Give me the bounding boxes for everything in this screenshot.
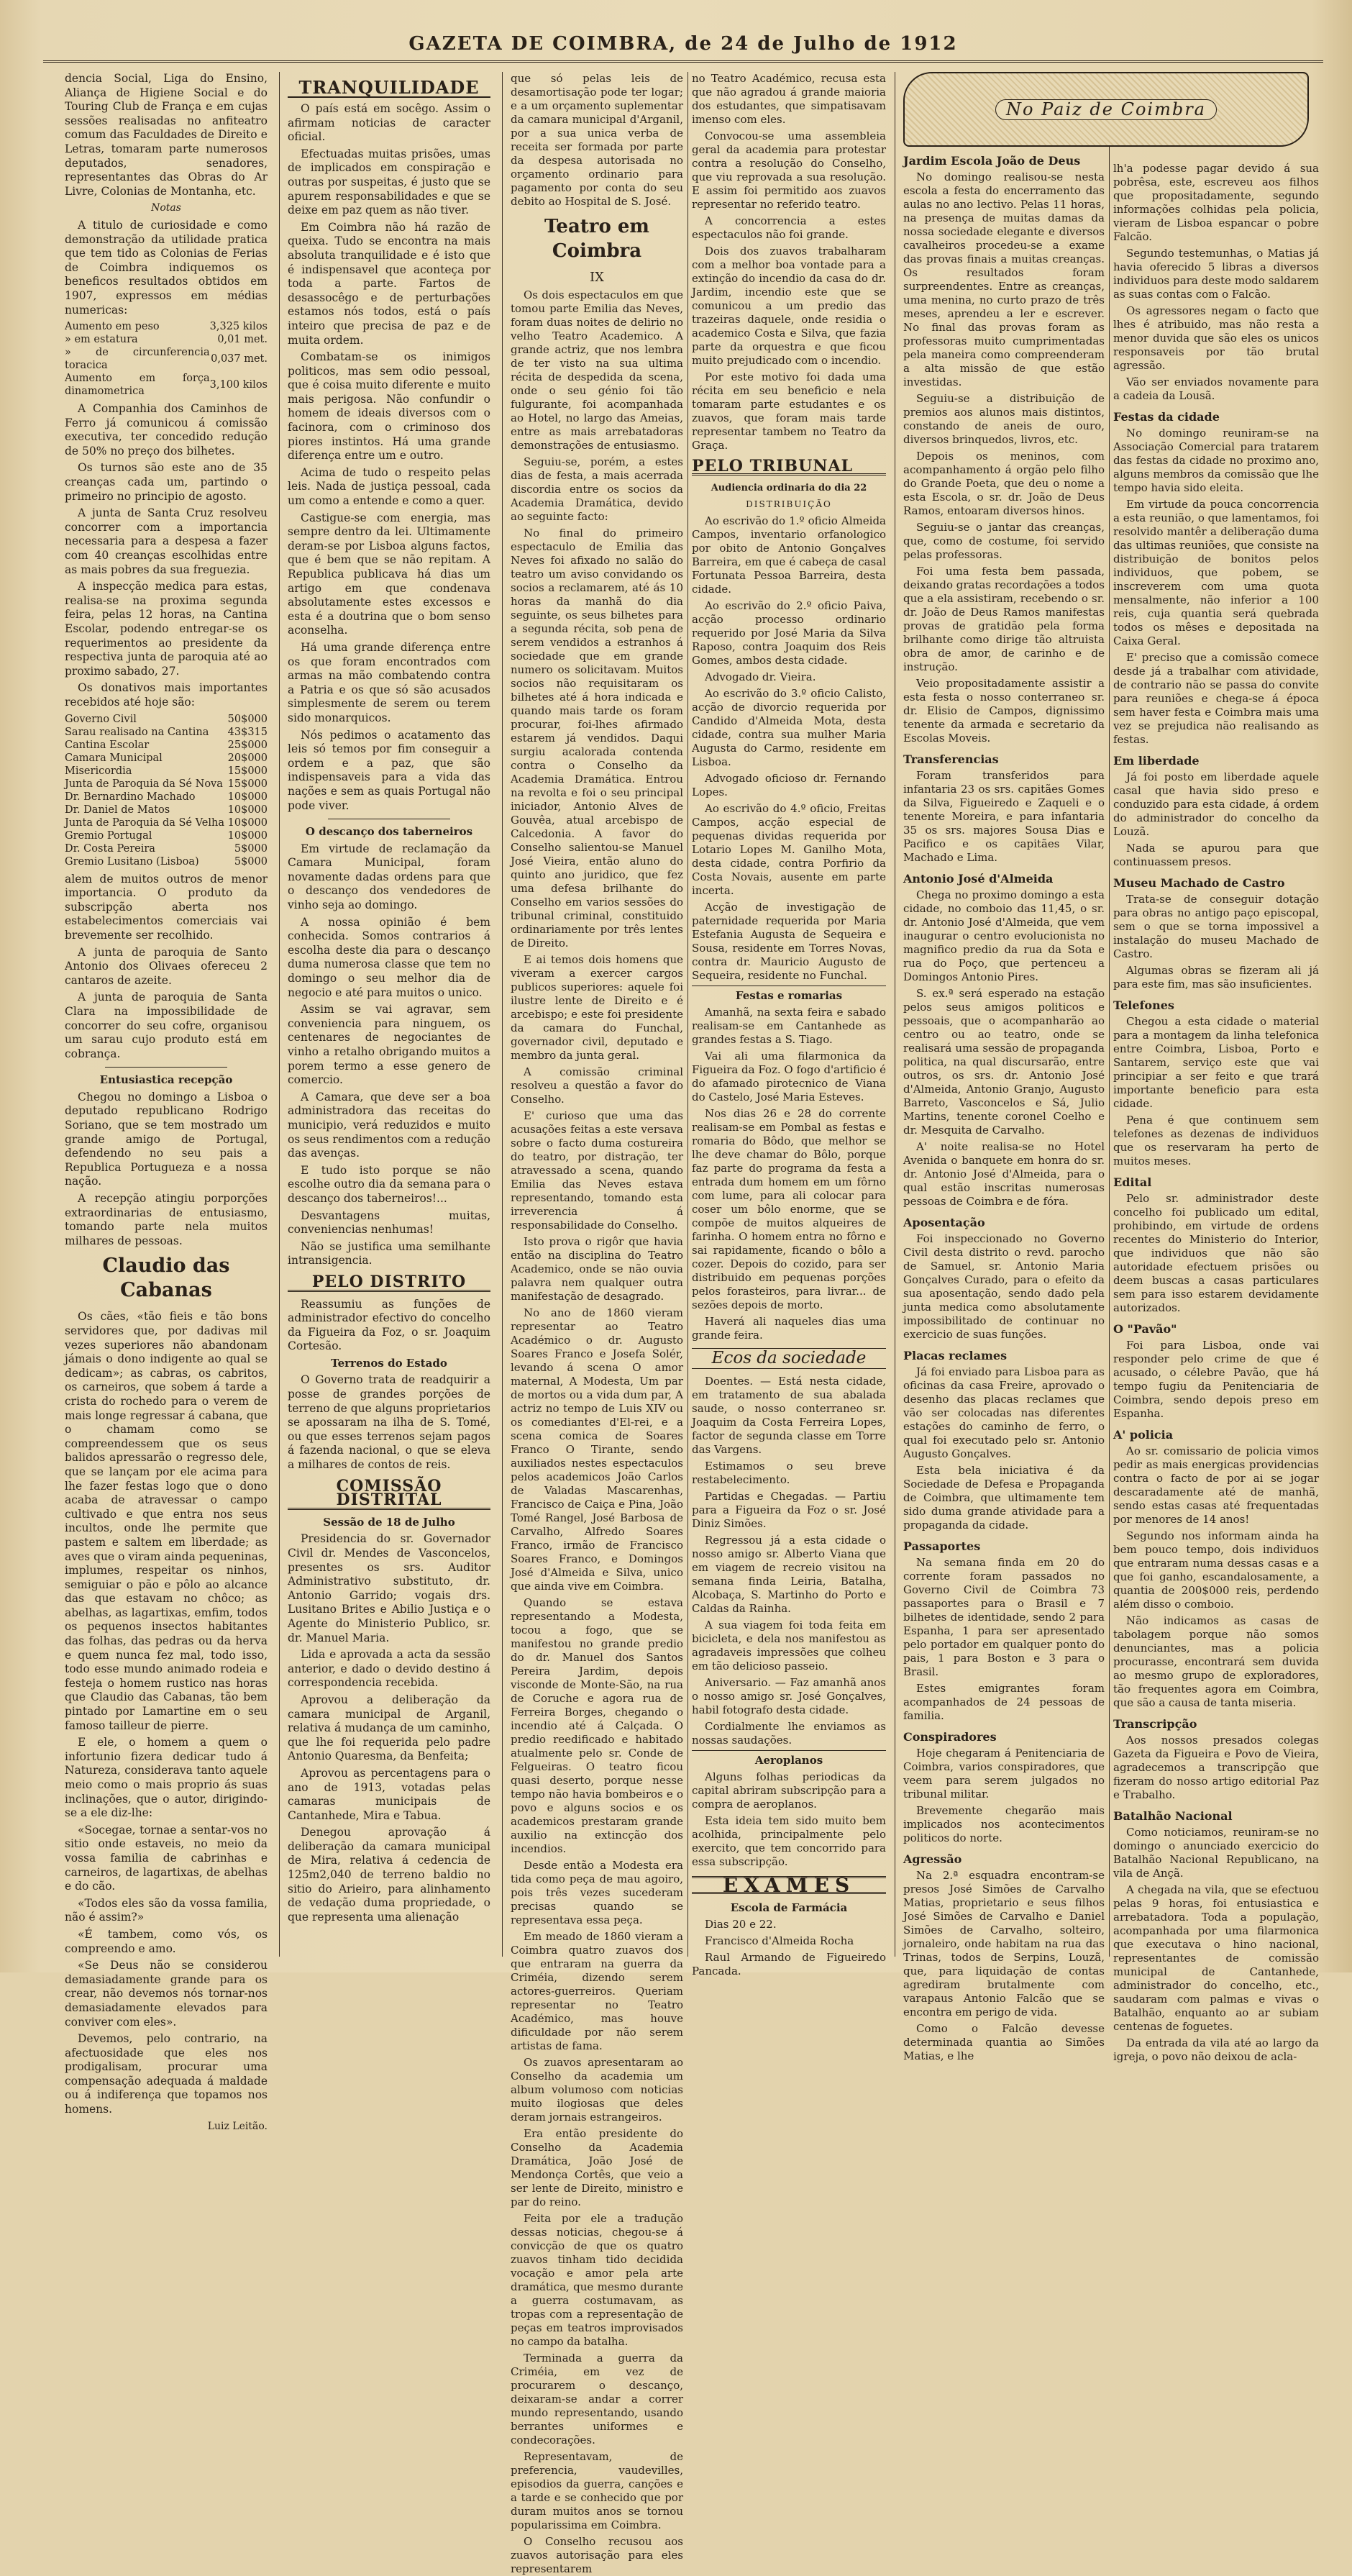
stats-table	[65, 320, 268, 398]
paragraph: Já foi enviado para Lisboa para as oficinas da casa Freire, aprovado o desenho das placas reclames que vão ser colocadas nas diferentes estações do caminho de ferro, o qual foi executado pelo sr. Antonio Augusto Gonçalves.	[903, 1365, 1105, 1460]
paragraph: Há uma grande diferença entre os que foram encontrados com armas na mão combatendo contra a Patria e os que só são acusados simplesmente de serem ou terem sido monarquicos.	[288, 640, 490, 724]
heading-comissao: COMISSÃO DISTRITAL	[288, 1480, 490, 1510]
paragraph: Partidas e Chegadas. — Partiu para a Figueira da Foz o sr. José Diniz Simões.	[692, 1490, 886, 1530]
paragraph: Amanhã, na sexta feira e sabado realisam-se em Cantanhede as grandes festas a S. Tiago.	[692, 1006, 886, 1046]
paragraph: Esta bela iniciativa é da Sociedade de Defesa e Propaganda de Coimbra, que ultimamente tem sido duma grande atividade para a propaganda da cidade.	[903, 1464, 1105, 1532]
heading-jardim: Jardim Escola João de Deus	[903, 154, 1081, 168]
heading-ecos: Ecos da sociedade	[692, 1348, 886, 1369]
heading-recepcao: Entusiastica recepção	[99, 1073, 233, 1087]
heading-festas-cidade: Festas da cidade	[1113, 410, 1220, 424]
table-value: 5$000	[234, 855, 268, 868]
paragraph: Nós pedimos o acatamento das leis só temos por fim conseguir a ordem e a paz, que são indispensaveis para a vida das nações e sem as quais Portugal não pode viver.	[288, 728, 490, 812]
paragraph: E' curioso que uma das acusações feitas a este versava sobre o facto duma costureira do teatro, por distração, ter atravessado a scena, quando Emilia das Neves estava representando, tomando esta irreverencia á responsabilidade do Conselho.	[511, 1109, 683, 1232]
paragraph: A junta de paroquia de Santo Antonio dos Olivaes ofereceu 2 cantaros de azeite.	[65, 945, 268, 987]
paragraph: Seguiu-se o jantar das creanças, que, como de costume, foi servido pelas professoras.	[903, 521, 1105, 561]
paragraph: Cordialmente lhe enviamos as nossas saudações.	[692, 1720, 886, 1747]
paragraph: Na semana finda em 20 do corrente foram passados no Governo Civil de Coimbra 73 passaportes para o Brasil e 7 bilhetes de identidade, sendo 2 para Espanha, 1 para ser apresentado pelo portador em qualquer ponto do pais, 1 para Boston e 3 para o Brasil.	[903, 1556, 1105, 1678]
column-rule	[279, 72, 280, 1957]
table-row	[65, 320, 268, 333]
heading-agressao: Agressão	[903, 1852, 962, 1866]
column-rule	[502, 72, 503, 1957]
paragraph: Ao escrivão do 4.º oficio, Freitas Campos, acção especial de pequenas dividas requerida por Lotario Lopes M. Ganilho Mota, desta cidade, contra Porfirio da Costa Novais, ausente em parte incerta.	[692, 802, 886, 897]
table-row	[65, 713, 268, 726]
paragraph: Desvantagens muitas, conveniencias nenhumas!	[288, 1209, 490, 1237]
paragraph: Quando se estava representando a Modesta, tocou a fogo, que se manifestou no grande predio do dr. Manuel dos Santos Pereira Jardim, depois visconde de Monte-São, na rua de Coruche e agora rua de Ferreira Borges, chegando o incendio até á Calçada. O predio reedificado e habitado atualmente pelo sr. Conde de Felgueiras. O teatro ficou quasi deserto, porque nesse tempo não havia bombeiros e o povo e alguns socios e os academicos prestaram grande auxilio na extincção dos incendios.	[511, 1596, 683, 1855]
heading-transferencias: Transferencias	[903, 752, 999, 766]
paragraph: A recepção atingiu porporções extraordinarias de entusiasmo, tomando parte nela muitos milhares de pessoas.	[65, 1192, 268, 1247]
paragraph: Nada se apurou para que continuassem presos.	[1113, 842, 1319, 868]
paragraph: Chegou a esta cidade o material para a montagem da linha telefonica entre Coimbra, Lisboa, Porto e Santarem, serviço este que vai principiar a ser feito e que trará importante beneficio para esta cidade.	[1113, 1015, 1319, 1110]
column-2	[288, 72, 490, 1957]
paragraph: Não indicamos as casas de tabolagem porque não somos denunciantes, mas a policia procurasse, encontrará sem duvida ao mesmo grupo de exploradores, tão frequentes agora em Coimbra, que são a causa de tanta miseria.	[1113, 1614, 1319, 1709]
heading-sessao: Sessão de 18 de Julho	[323, 1515, 455, 1529]
paragraph: Os donativos mais importantes recebidos até hoje são:	[65, 681, 268, 709]
heading-pavao: O "Pavão"	[1113, 1322, 1177, 1336]
paragraph: Desde então a Modesta era tida como peça de mau agoiro, pois três vezes sucederam precisas quando se representava essa peça.	[511, 1859, 683, 1926]
paragraph: A' noite realisa-se no Hotel Avenida o banquete em honra do sr. dr. Antonio José d'Almeida, para o qual estão inscritas numerosas pessoas de Coimbra e de fóra.	[903, 1140, 1105, 1208]
chapter-number: IX	[590, 270, 604, 285]
table-value: 15$000	[227, 765, 268, 777]
table-row	[65, 752, 268, 765]
paragraph: A inspecção medica para estas, realisa-se na proxima segunda feira, pelas 12 horas, na Cantina Escolar, podendo entregar-se os requerimentos ao presidente da respectiva junta de paroquia até ao proximo sabado, 27.	[65, 580, 268, 678]
paragraph: Reassumiu as funções de administrador efectivo do concelho da Figueira da Foz, o sr. Joaquim Cortesão.	[288, 1297, 490, 1353]
paragraph: «Se Deus não se considerou demasiadamente grande para os crear, não devemos nós tornar-nos demasiadamente elevados para conviver com eles».	[65, 1959, 268, 2029]
paragraph: Francisco d'Almeida Rocha	[705, 1934, 854, 1947]
masthead-title: GAZETA DE COIMBRA, de 24 de Julho de 1912	[408, 33, 958, 55]
paragraph: Pena é que continuem sem telefones as dezenas de individuos que os reservaram ha perto de muitos meses.	[1113, 1114, 1319, 1168]
table-value: 10$000	[227, 804, 268, 816]
paragraph: Já foi posto em liberdade aquele casal que havia sido preso e conduzido para esta cidade, á ordem do administrador do concelho da Louzã.	[1113, 770, 1319, 838]
heading-antonio-jose: Antonio José d'Almeida	[903, 872, 1054, 886]
paragraph: Devemos, pelo contrario, na afectuosidade que eles nos prodigalisam, procurar uma compensação adequada á maldade ou á indiferença que topamos nos homens.	[65, 2032, 268, 2116]
paragraph: Foi inspeccionado no Governo Civil desta distrito o revd. parocho de Samuel, sr. Antonio Maria Gonçalves Curado, para o efeito da sua aposentação, sendo dado pela junta medica como absolutamente impossibilitado de continuar no exercicio de suas funções.	[903, 1232, 1105, 1341]
table-value: 0,037 met.	[211, 353, 268, 365]
paragraph: Seguiu-se a distribuição de premios aos alunos mais distintos, constando de aneis de ouro, diversos brinquedos, livros, etc.	[903, 392, 1105, 446]
vignette-title: No Paiz de Coimbra	[995, 99, 1217, 120]
table-value: 10$000	[227, 816, 268, 829]
table-label: Gremio Lusitano (Lisboa)	[65, 855, 199, 868]
paragraph: No final do primeiro espectaculo de Emilia das Neves foi afixado no salão do teatro um aviso convidando os socios a reclamarem, até ás 10 horas da manhã do dia seguinte, os seus bilhetes para a segunda récita, sob pena de serem vendidos a estranhos á sociedade que em grande numero os solicitavam. Muitos socios não requisitaram os bilhetes até á hora indicada e quando mais tarde os foram procurar, foi-lhes afirmado estarem já vendidos. Daqui surgiu acalorada contenda contra o Conselho da Academia Dramática. Entrou na revolta e foi o seu principal iniciador, Antonio Alves de Gouvêa, atual arcebispo de Calcedonia. A favor do Conselho salientou-se Manuel José Vieira, então aluno do quinto ano juridico, que fez uma defesa brilhante do Conselho em varios sessões do tribunal criminal, constituido ordinariamente por três lentes de Direito.	[511, 527, 683, 950]
paragraph: Veio propositadamente assistir a esta festa o nosso conterraneo sr. dr. Elisio de Campos, dignissimo tenente da armada e secretario da Escolas Moveis.	[903, 677, 1105, 745]
heading-passaportes: Passaportes	[903, 1539, 981, 1553]
paragraph: Foram transferidos para infantaria 23 os srs. capitães Gomes da Silva, Figueiredo e Zaqueli e o tenente Moreira, e para infantaria 35 os srs. majores Sousa Dias e Pacifico e os capitães Vilar, Machado e Lima.	[903, 769, 1105, 864]
table-row	[65, 333, 268, 346]
table-row	[65, 346, 268, 372]
paragraph: Por este motivo foi dada uma récita em seu beneficio e nela tomaram parte estudantes e os zuavos, que foram mais tarde representar tambem no Teatro da Graça.	[692, 370, 886, 452]
paragraph: Haverá ali naqueles dias uma grande feira.	[692, 1315, 886, 1342]
paragraph: Na 2.ª esquadra encontram-se presos José Simões de Carvalho Matias, proprietario e seus filhos José Simões de Carvalho e Daniel Simões de Carvalho, solteiro, jornaleiro, onde habitam na rua das Trinas, todos de Serpins, Louzã, que, para liquidação de contas agrediram brutalmente com varapaus Antonio Falcão que se encontra em perigo de vida.	[903, 1869, 1105, 2019]
signature: Luiz Leitão.	[207, 2120, 268, 2132]
paragraph: A sua viagem foi toda feita em bicicleta, e dela nos manifestou as agradaveis impressões que colheu em tão delicioso passeio.	[692, 1619, 886, 1672]
table-label: Camara Municipal	[65, 752, 163, 764]
section-notas: Notas	[151, 202, 181, 214]
paragraph: Isto prova o rigôr que havia então na disciplina do Teatro Academico, onde se não ouvia palavra nem qualquer outra manifestação de desagrado.	[511, 1235, 683, 1303]
paragraph: «Todos eles são da vossa familia, não é assim?»	[65, 1896, 268, 1924]
table-row	[65, 842, 268, 855]
table-label: Aumento em força dinamometrica	[65, 373, 210, 398]
paragraph: no Teatro Académico, recusa esta que não agradou á grande maioria dos estudantes, que simpatisavam imenso com eles.	[692, 72, 886, 126]
paragraph: Ao escrivão do 2.º oficio Paiva, acção processo ordinario requerido por José Maria da Silva Raposo, contra Joaquim dos Reis Gomes, ambos desta cidade.	[692, 599, 886, 667]
paragraph: E' preciso que a comissão comece desde já a trabalhar com atividade, de contrario não se passa do convite para reuniões e chega-se á época sem haver festa e Coimbra mais uma vez se prejudica não realisando as festas.	[1113, 651, 1319, 746]
paragraph: Como noticiamos, reuniram-se no domingo o anunciado exercicio do Batalhão Nacional Republicano, na vila de Ançã.	[1113, 1826, 1319, 1880]
masthead	[43, 13, 1323, 63]
paragraph: Advogado oficioso dr. Fernando Lopes.	[692, 772, 886, 798]
heading-festas-romarias: Festas e romarias	[692, 986, 886, 1003]
table-label: » em estatura	[65, 334, 138, 346]
paragraph: Os zuavos apresentaram ao Conselho da academia um album volumoso com noticias muito ilogiosas que deles deram jornais estrangeiros.	[511, 2056, 683, 2124]
paragraph: Dois dos zuavos trabalharam com a melhor boa vontade para a extinção do incendio da casa do dr. Jardim, incendio este que se comunicou a um predio das trazeiras daquele, onde residia o academico Costa e Silva, que fazia parte da orquestra e que ficou muito prejudicado com o incendio.	[692, 245, 886, 367]
table-row	[65, 778, 268, 791]
paragraph: Acção de investigação de paternidade requerida por Maria Estefania Augusta de Sequeira e Sousa, residente em Torres Novas, contra dr. Mauricio Augusto de Sequeira, residente no Funchal.	[692, 901, 886, 982]
paragraph: A junta de Santa Cruz resolveu concorrer com a importancia necessaria para a despesa a fazer com 40 creanças escolhidas entre as mais pobres da sua freguezia.	[65, 506, 268, 576]
heading-claudio: Claudio das Cabanas	[102, 1255, 230, 1302]
paragraph: Assim se vai agravar, sem conveniencia para ninguem, os centenares de negociantes de vinho a retalho obrigando muitos a porem termo a esse genero de comercio.	[288, 1003, 490, 1087]
paragraph: Não se justifica uma semilhante intransigencia.	[288, 1239, 490, 1267]
paragraph: Convocou-se uma assembleia geral da academia para protestar contra a resolução do Conselho, que viu reprovada a sua resolução. E assim foi permitido aos zuavos representar no referido teatro.	[692, 129, 886, 211]
paragraph: Aos nossos presados colegas Gazeta da Figueira e Povo de Vieira, agradecemos a transcripção que fizeram do nosso artigo editorial Paz e Trabalho.	[1113, 1734, 1319, 1801]
donations-table	[65, 713, 268, 868]
table-row	[65, 829, 268, 842]
paragraph: dencia Social, Liga do Ensino, Aliança de Higiene Social e do Touring Club de França e em cujas sessões realisadas no anfiteatro comum das Faculdades de Direito e Letras, tomaram parte numerosos deputados, senadores, representantes das Obras do Ar Livre, Colonias de Montanha, etc.	[65, 72, 268, 198]
paragraph: «É tambem, como vós, os compreendo e amo.	[65, 1927, 268, 1955]
paragraph: Lida e aprovada a acta da sessão anterior, e dado o devido destino á correspondencia recebida.	[288, 1648, 490, 1690]
paragraph: Vão ser enviados novamente para a cadeia da Lousã.	[1113, 376, 1319, 402]
paragraph: Representavam, de preferencia, vaudevilles, episodios da guerra, canções e a tarde e se conhecido que por duram muitos anos se tornou popularissima em Coimbra.	[511, 2450, 683, 2531]
paragraph: Estimamos o seu breve restabelecimento.	[692, 1460, 886, 1486]
column-4	[692, 72, 886, 1977]
paragraph: Castigue-se com energia, mas sempre dentro da lei. Ultimamente deram-se por Lisboa alguns factos, que é bem que se não repitam. A Republica publicava há dias um artigo em que condenava absolutamente estes excessos e esta é a doutrina que o bom senso aconselha.	[288, 511, 490, 637]
paragraph: Estes emigrantes foram acompanhados de 24 pessoas de familia.	[903, 1682, 1105, 1722]
paragraph: Algumas obras se fizeram ali já para este fim, mas são insuficientes.	[1113, 964, 1319, 991]
distribuicao-label: DISTRIBUIÇÃO	[746, 499, 832, 509]
paragraph: Segundo testemunhas, o Matias já havia oferecido 5 libras a diversos individuos para deste modo saldarem as suas contas com o Falcão.	[1113, 247, 1319, 301]
heading-aeroplanos: Aeroplanos	[692, 1750, 886, 1767]
paragraph: Combatam-se os inimigos politicos, mas sem odio pessoal, que é coisa muito diferente e muito mais perigosa. Não confundir o homem de ideais diversos com o facinora, com o criminoso dos piores instintos. Há uma grande diferença entre um e outro.	[288, 350, 490, 463]
paragraph: Presidencia do sr. Governador Civil dr. Mendes de Vasconcelos, presentes os srs. Auditor Administrativo substituto, dr. Antonio Garrido; vogais drs. Lusitano Brites e Abilio Justiça e o Agente do Ministerio Publico, sr. dr. Manuel Maria.	[288, 1532, 490, 1644]
table-row	[65, 816, 268, 829]
paragraph: Chega no proximo domingo a esta cidade, no comboio das 11,45, o sr. dr. Antonio José d'Almeida, que vem inaugurar o centro evolucionista no magnifico predio da rua da Sota e rua do Poço, que pertenceu a Domingos Antonio Pires.	[903, 888, 1105, 983]
heading-pelo-distrito: PELO DISTRITO	[288, 1275, 490, 1292]
heading-placas: Placas reclames	[903, 1349, 1008, 1362]
heading-telefones: Telefones	[1113, 998, 1174, 1012]
table-label: Junta de Paroquia da Sé Nova	[65, 778, 223, 790]
paragraph: que só pelas leis de desamortisação pode ter logar; e a um orçamento suplementar da camara municipal d'Arganil, por a sua unica verba de receita ser formada por parte da despesa autorisada no orçamento ordinario para pagamento por conta do seu debito ao Hospital de S. José.	[511, 72, 683, 208]
paragraph: Os dois espectaculos em que tomou parte Emilia das Neves, foram duas noites de delirio no velho Teatro Academico. A grande actriz, que nos lembra de ter visto na sua ultima récita de despedida da scena, onde o seu génio foi tão fulgurante, foi acompanhada ao Hotel, no largo das Ameias, entre as mais arrebatadoras demonstrações de entusiasmo.	[511, 288, 683, 452]
paragraph: Era então presidente do Conselho da Academia Dramática, João José de Mendonça Cortês, que veio a ser lente de Direito, ministro e par do reino.	[511, 2127, 683, 2208]
table-value: 0,01 met.	[217, 334, 268, 346]
paragraph: No domingo reuniram-se na Associação Comercial para tratarem das festas da cidade no proximo ano, alguns membros da comissão que lhe tempo havia sido eleita.	[1113, 427, 1319, 494]
table-row	[65, 739, 268, 752]
table-row	[65, 855, 268, 868]
paragraph: Denegou aprovação á deliberação da camara municipal de Mira, relativa á cedencia de 125m2,040 de terreno baldio no sitio do Arieiro, para alinhamento de vedação duma propriedade, o que representa uma alienação	[288, 1826, 490, 1924]
heading-aposentacao: Aposentação	[903, 1216, 985, 1229]
table-row	[65, 726, 268, 739]
column-3	[511, 72, 683, 2575]
paragraph: A Camara, que deve ser a boa administradora das receitas do municipio, verá reduzidos e muito os seus rendimentos com a redução das avenças.	[288, 1090, 490, 1160]
paragraph: Regressou já a esta cidade o nosso amigo sr. Alberto Viana que em viagem de recreio visitou na semana finda Leiria, Batalha, Alcobaça, S. Martinho do Porto e Caldas da Rainha.	[692, 1534, 886, 1615]
table-label: Sarau realisado na Cantina	[65, 726, 209, 738]
heading-tranquilidade: TRANQUILIDADE	[288, 79, 490, 98]
table-value: 25$000	[227, 739, 268, 751]
table-value: 20$000	[227, 752, 268, 764]
table-label: Governo Civil	[65, 713, 137, 725]
heading-terrenos: Terrenos do Estado	[331, 1356, 447, 1370]
table-row	[65, 372, 268, 398]
table-value: 5$000	[234, 842, 268, 855]
paragraph: E tudo isto porque se não escolhe outro dia da semana para o descanço dos taberneiros!...	[288, 1163, 490, 1205]
paragraph: Terminada a guerra da Criméia, em vez de procurarem o descanço, deixaram-se andar a correr mundo representando, usando berrantes uniformes e condecorações.	[511, 2352, 683, 2447]
table-value: 15$000	[227, 778, 268, 790]
paragraph: Esta ideia tem sido muito bem acolhida, principalmente pelo exercito, que tem concorrido para essa subscripção.	[692, 1814, 886, 1868]
paragraph: O Governo trata de readquirir a posse de grandes porções de terreno de que alguns proprietarios se apossaram na ilha de S. Tomé, ou que esses terrenos sejam pagos á fazenda nacional, o que se eleva a milhares de contos de reis.	[288, 1373, 490, 1472]
heading-tribunal: PELO TRIBUNAL	[692, 460, 886, 475]
table-value: 10$000	[227, 791, 268, 803]
paragraph: Nos dias 26 e 28 do corrente realisam-se em Pombal as festas e romaria do Bôdo, que melhor se lhe deve chamar do Bôlo, porque faz parte do programa da festa a entrada dum homem em um fôrno com lume, para ali colocar para coser um bôlo enorme, que se compõe de muitos alqueires de farinha. O homem entra no fôrno e sai rapidamente, ficando o bôlo a cozer. Depois do cozido, para ser distribuido em pequenas porções pelos forasteiros, para livrar... de sezões depois de morto.	[692, 1107, 886, 1311]
paragraph: Ao escrivão do 3.º oficio Calisto, acção de divorcio requerida por Candido d'Almeida Mota, desta cidade, contra sua mulher Maria Augusta do Carmo, residente em Lisboa.	[692, 687, 886, 768]
paragraph: Trata-se de conseguir dotação para obras no antigo paço episcopal, sem o que se torna impossivel a instalação do museu Machado de Castro.	[1113, 893, 1319, 960]
paragraph: E ai temos dois homens que viveram a exercer cargos publicos superiores: aquele foi ilustre lente de Direito e é arcebispo; e este foi presidente da camara do Funchal, governador civil, deputado e membro da junta geral.	[511, 953, 683, 1062]
table-label: Misericordia	[65, 765, 132, 777]
paragraph: E ele, o homem a quem o infortunio fizera dedicar tudo á Natureza, considerava tanto aquele meio como o mais proprio ás suas inclinações, que o autor, dirigindo-se a ele diz-lhe:	[65, 1736, 268, 1820]
paragraph: Brevemente chegarão mais implicados nos acontecimentos politicos do norte.	[903, 1804, 1105, 1844]
table-row	[65, 765, 268, 778]
paragraph: Em Coimbra não há razão de queixa. Tudo se encontra na mais absoluta tranquilidade e é isto que é indispensavel que aconteça por toda a parte. Fartos de desassocêgo e de perturbações estamos nós todos, está o país inteiro que precisa de paz e de muita ordem.	[288, 220, 490, 347]
paragraph: A chegada na vila, que se efectuou pelas 9 horas, foi entusiastica e arrebatadora. Toda a população, acompanhada por uma filarmonica que executava o hino nacional, representantes de comissão municipal de Cantanhede, administrador do concelho, etc., saudaram com palmas e vivas o Batalhão, enquanto ao ar subiam centenas de foguetes.	[1113, 1883, 1319, 2033]
table-value: 43$315	[227, 726, 268, 738]
paragraph: O país está em socêgo. Assim o afirmam noticias de caracter oficial.	[288, 102, 490, 144]
paragraph: Depois os meninos, com acompanhamento á orgão pelo filho do Grande Poeta, que deu o nome a esta Escola, o sr. dr. João de Deus Ramos, entoaram diversos hinos.	[903, 450, 1105, 517]
audiencia-line: Audiencia ordinaria do dia 22	[711, 483, 867, 493]
paragraph: Segundo nos informam ainda ha bem pouco tempo, dois individuos que entraram numa dessas casas e a que foi ganho, escandalosamente, a quantia de 200$000 reis, perdendo além disso o comboio.	[1113, 1529, 1319, 1611]
paragraph: Foi para Lisboa, onde vai responder pelo crime de que é acusado, o célebre Pavão, que há tempo fugiu da Penitenciaria de Coimbra, sendo depois preso em Espanha.	[1113, 1339, 1319, 1420]
heading-transcricao: Transcripção	[1113, 1717, 1197, 1731]
paragraph: No domingo realisou-se nesta escola a festa do encerramento das aulas no ano lectivo. Pelas 11 horas, na presença de muitas damas da nossa sociedade elegante e diversos cavalheiros procedeu-se a exame das provas finais a muitas creanças. Os resultados foram surpreendentes. Entre as creanças, uma menina, no curto prazo de três meses, aprendeu a ler e escrever. No final das provas foram as professoras muito cumprimentadas pela maneira como compreenderam a alta missão de que estão investidas.	[903, 170, 1105, 388]
table-label: » de circunferencia toracica	[65, 347, 210, 372]
paragraph: Em meado de 1860 vieram a Coimbra quatro zuavos dos que entraram na guerra da Criméia, dizendo serem actores-guerreiros. Queriam representar no Teatro Académico, mas houve dificuldade por não serem artistas de fama.	[511, 1930, 683, 2052]
column-1	[65, 72, 268, 2132]
divider	[105, 1067, 227, 1068]
table-value: 3,325 kilos	[209, 321, 268, 333]
heading-farmacia: Escola de Farmácia	[730, 1901, 848, 1914]
paragraph: Dias 20 e 22.	[705, 1918, 777, 1931]
table-row	[65, 804, 268, 816]
paragraph: S. ex.ª será esperado na estação pelos seus amigos politicos e pessoais, que o acompanharão ao centro ou ao teatro, onde se realisará uma sessão de propaganda politica, na qual discursarão, entre outros, os srs. dr. Antonio José d'Almeida, Antonio Granjo, Augusto Barreto, Vasconcelos e Sá, Julio Martins, tenente coronel Coelho e dr. Mesquita de Carvalho.	[903, 987, 1105, 1137]
paragraph: alem de muitos outros de menor importancia. O produto da subscripção aberta nos estabelecimentos comerciais vai brevemente ser recolhido.	[65, 872, 268, 942]
heading-museu: Museu Machado de Castro	[1113, 876, 1285, 890]
heading-conspiradores: Conspiradores	[903, 1730, 997, 1744]
paragraph: A concorrencia a estes espectaculos não foi grande.	[692, 214, 886, 241]
paragraph: A titulo de curiosidade e como demonstração da utilidade pratica que tem tido as Colonias de Ferias de Coimbra indiquemos os beneficos resultados obtidos em 1907, expressos em médias numericas:	[65, 218, 268, 317]
paragraph: Acima de tudo o respeito pelas leis. Nada de justiça pessoal, cada um como a entende e como a quer.	[288, 465, 490, 508]
table-value: 50$000	[227, 713, 268, 725]
paragraph: O Conselho recusou aos zuavos autorisação para eles representarem	[511, 2535, 683, 2575]
paragraph: Vai ali uma filarmonica da Figueira da Foz. O fogo d'artificio é do afamado pirotecnico de Viana do Castelo, José Maria Esteves.	[692, 1050, 886, 1103]
table-label: Dr. Daniel de Matos	[65, 804, 170, 816]
paragraph: Ao sr. comissario de policia vimos pedir as mais energicas providencias contra o facto de por ai se jogar descaradamente até de manhã, sendo estas casas até frequentadas por menores de 14 anos!	[1113, 1444, 1319, 1526]
heading-batalhao: Batalhão Nacional	[1113, 1809, 1233, 1823]
table-value: 10$000	[227, 829, 268, 842]
table-label: Junta de Paroquia da Sé Velha	[65, 816, 224, 829]
paragraph: Os agressores negam o facto que lhes é atribuido, mas não resta a menor duvida que são eles os unicos responsaveis por tão brutal agressão.	[1113, 304, 1319, 372]
paragraph: Em virtude da pouca concorrencia a esta reunião, o que lamentamos, foi resolvido mantêr a deliberação duma das ultimas reuniões, que consiste na distribuição de bonitos pelos individuos, que pobem, se inscreverem com uma quota mensalmente, não inferior a 100 reis, cuja quantia será quebrada todos os mêses e depositada na Caixa Geral.	[1113, 498, 1319, 647]
column-6	[1113, 162, 1319, 2063]
table-label: Dr. Costa Pereira	[65, 842, 155, 855]
paragraph: Chegou no domingo a Lisboa o deputado republicano Rodrigo Soriano, que se tem mostrado um grande amigo de Portugal, defendendo no seu pais a Republica Portugueza e a nossa nação.	[65, 1090, 268, 1188]
ornamental-vignette	[903, 72, 1309, 147]
paragraph: A comissão criminal resolveu a questão a favor do Conselho.	[511, 1065, 683, 1106]
paragraph: Ao escrivão do 1.º oficio Almeida Campos, inventario orfanologico por obito de Antonio Gonçalves Barreira, em que é cabeça de casal Fortunata Pessoa Barreira, desta cidade.	[692, 514, 886, 596]
heading-exames: EXAMES	[692, 1876, 886, 1894]
column-rule	[1109, 72, 1110, 1957]
paragraph: Em virtude de reclamação da Camara Municipal, foram novamente dadas ordens para que o descanço dos vendedores de vinho seja ao domingo.	[288, 842, 490, 912]
heading-liberdade: Em liberdade	[1113, 754, 1200, 768]
masthead-rule	[43, 60, 1323, 63]
paragraph: «Socegae, tornae a sentar-vos no sitio onde estaveis, no meio da vossa familia de cabrinhas e carneiros, de lagartixas, de abelhas e do cão.	[65, 1823, 268, 1893]
paragraph: Aprovou as percentagens para o ano de 1913, votadas pelas camaras municipais de Cantanhede, Mira e Tabua.	[288, 1766, 490, 1822]
paragraph: lh'a podesse pagar devido á sua pobrêsa, este, escreveu aos filhos que propositadamente, segundo informações colhidas pela policia, vieram de Lisboa espancar o pobre Falcão.	[1113, 162, 1319, 243]
table-row	[65, 791, 268, 804]
table-label: Gremio Portugal	[65, 829, 152, 842]
paragraph: Aniversario. — Faz amanhã anos o nosso amigo sr. José Gonçalves, habil fotografo desta cidade.	[692, 1676, 886, 1716]
paragraph: Raul Armando de Figueiredo Pancada.	[692, 1951, 886, 1977]
paragraph: Seguiu-se, porém, a estes dias de festa, a mais acerrada discordia entre os socios da Academia Dramática, devido ao seguinte facto:	[511, 455, 683, 523]
paragraph: Efectuadas muitas prisões, umas de implicados em conspiração e outras por suspeitas, é justo que se apurem responsabilidades e que se deixe em paz quem as não tiver.	[288, 147, 490, 217]
paragraph: Da entrada da vila até ao largo da igreja, o povo não deixou de acla-	[1113, 2036, 1319, 2063]
paragraph: Aprovou a deliberação da camara municipal de Arganil, relativa á mudança de um caminho, que lhe foi requerida pelo padre Antonio Quaresma, da Benfeita;	[288, 1693, 490, 1763]
paragraph: A nossa opinião é bem conhecida. Somos contrarios á escolha deste dia para o descanço duma numerosa classe que tem no domingo o seu melhor dia de negocio e até para muitos o unico.	[288, 915, 490, 999]
table-value: 3,100 kilos	[209, 379, 268, 391]
paragraph: A Companhia dos Caminhos de Ferro já comunicou á comissão executiva, ter concedido redução de 50% no preço dos bilhetes.	[65, 402, 268, 458]
table-label: Cantina Escolar	[65, 739, 150, 751]
heading-descanso: O descanço dos taberneiros	[305, 825, 473, 839]
table-label: Aumento em peso	[65, 321, 160, 333]
heading-teatro: Teatro em Coimbra	[544, 216, 649, 262]
paragraph: A junta de paroquia de Santa Clara na impossibilidade de concorrer do seu cofre, organisou um sarau cujo produto está em cobrança.	[65, 991, 268, 1060]
paragraph: Advogado dr. Vieira.	[705, 670, 816, 683]
paragraph: Feita por ele a tradução dessas noticias, chegou-se á convicção de que os quatro zuavos tinham tido decidida vocação e amor pela arte dramática, que mesmo durante a guerra costumavam, as tropas com a representação de peças em teatros improvisados no campo da batalha.	[511, 2212, 683, 2348]
paragraph: Os turnos são este ano de 35 creanças cada um, partindo o primeiro no principio de agosto.	[65, 461, 268, 503]
paragraph: Os cães, «tão fieis e tão bons servidores que, por dadivas mil vezes superiores não abandonam jámais o dono indigente ao qual se dedicam»; as cabras, os cabritos, os carneiros, que sobem á tarde a crista do rochedo para o verem de mais longe regressar á cabana, que o chamam como se compreendessem que os seus balidos apressarão o regresso dele, que se lançam por ele acima para lhe fazer festas logo que o dono acaba de atravessar o campo cultivado e que entra nos seus incultos, onde lhe permite que pastem e saltem em liberdade; as aves que o viram ainda pequeninas, implumes, respeitar os ninhos, semiguiar o pão e pôlo ao alcance das que estavam no chôco; as abelhas, as lagartixas, emfim, todos os pequenos insectos habitantes das folhas, das pedras ou da herva e quem nunca fez mal, todo isso, todo esse mundo animado rodeia e festeja o homem rustico nas horas que Claudio das Cabanas, tão bem pintado por Lamartine em o seu famoso tailleur de pierre.	[65, 1310, 268, 1732]
paragraph: Alguns folhas periodicas da capital abriram subscripção para a compra de aeroplanos.	[692, 1770, 886, 1811]
paragraph: Doentes. — Está nesta cidade, em tratamento de sua abalada saude, o nosso conterraneo sr. Joaquim da Costa Ferreira Lopes, factor de segunda classe em Torre das Vargens.	[692, 1375, 886, 1456]
paragraph: No ano de 1860 vieram representar ao Teatro Académico o dr. Augusto Soares Franco e Josefa Solér, levando á scena O amor maternal, A Modesta, Um par de mortos ou a vida dum par, A actriz no tempo de Luis XIV ou os comediantes d'El-rei, e a scena comica de Soares Franco O Tirante, sendo auxiliados nestes espectaculos pelos academicos João Carlos de Valadas Mascarenhas, Francisco de Caiça e Pina, João Tomé Rangel, José Barbosa de Carvalho, Alfredo Soares Franco, irmão de Francisco Soares Franco, e Domingos José d'Almeida e Silva, unico que ainda vive em Coimbra.	[511, 1306, 683, 1593]
paragraph: Pelo sr. administrador deste concelho foi publicado um edital, prohibindo, em virtude de ordens recentes do Ministerio do Interior, que individuos que não são autoridade efectuem prisões ou deem buscas a casas particulares sem para isso estarem devidamente autorizados.	[1113, 1192, 1319, 1314]
paragraph: Hoje chegaram á Penitenciaria de Coimbra, varios conspiradores, que veem para serem julgados no tribunal militar.	[903, 1747, 1105, 1801]
heading-policia: A' policia	[1113, 1428, 1174, 1442]
paragraph: Como o Falcão devesse determinada quantia ao Simões Matias, e lhe	[903, 2022, 1105, 2062]
table-label: Dr. Bernardino Machado	[65, 791, 196, 803]
paragraph: Foi uma festa bem passada, deixando gratas recordações a todos que a ela assistiram, recebendo o sr. dr. João de Deus Ramos manifestas provas de gratidão pela forma brilhante como dirige tão altruista obra de amor, de carinho e de instrução.	[903, 565, 1105, 673]
heading-edital: Edital	[1113, 1175, 1152, 1189]
